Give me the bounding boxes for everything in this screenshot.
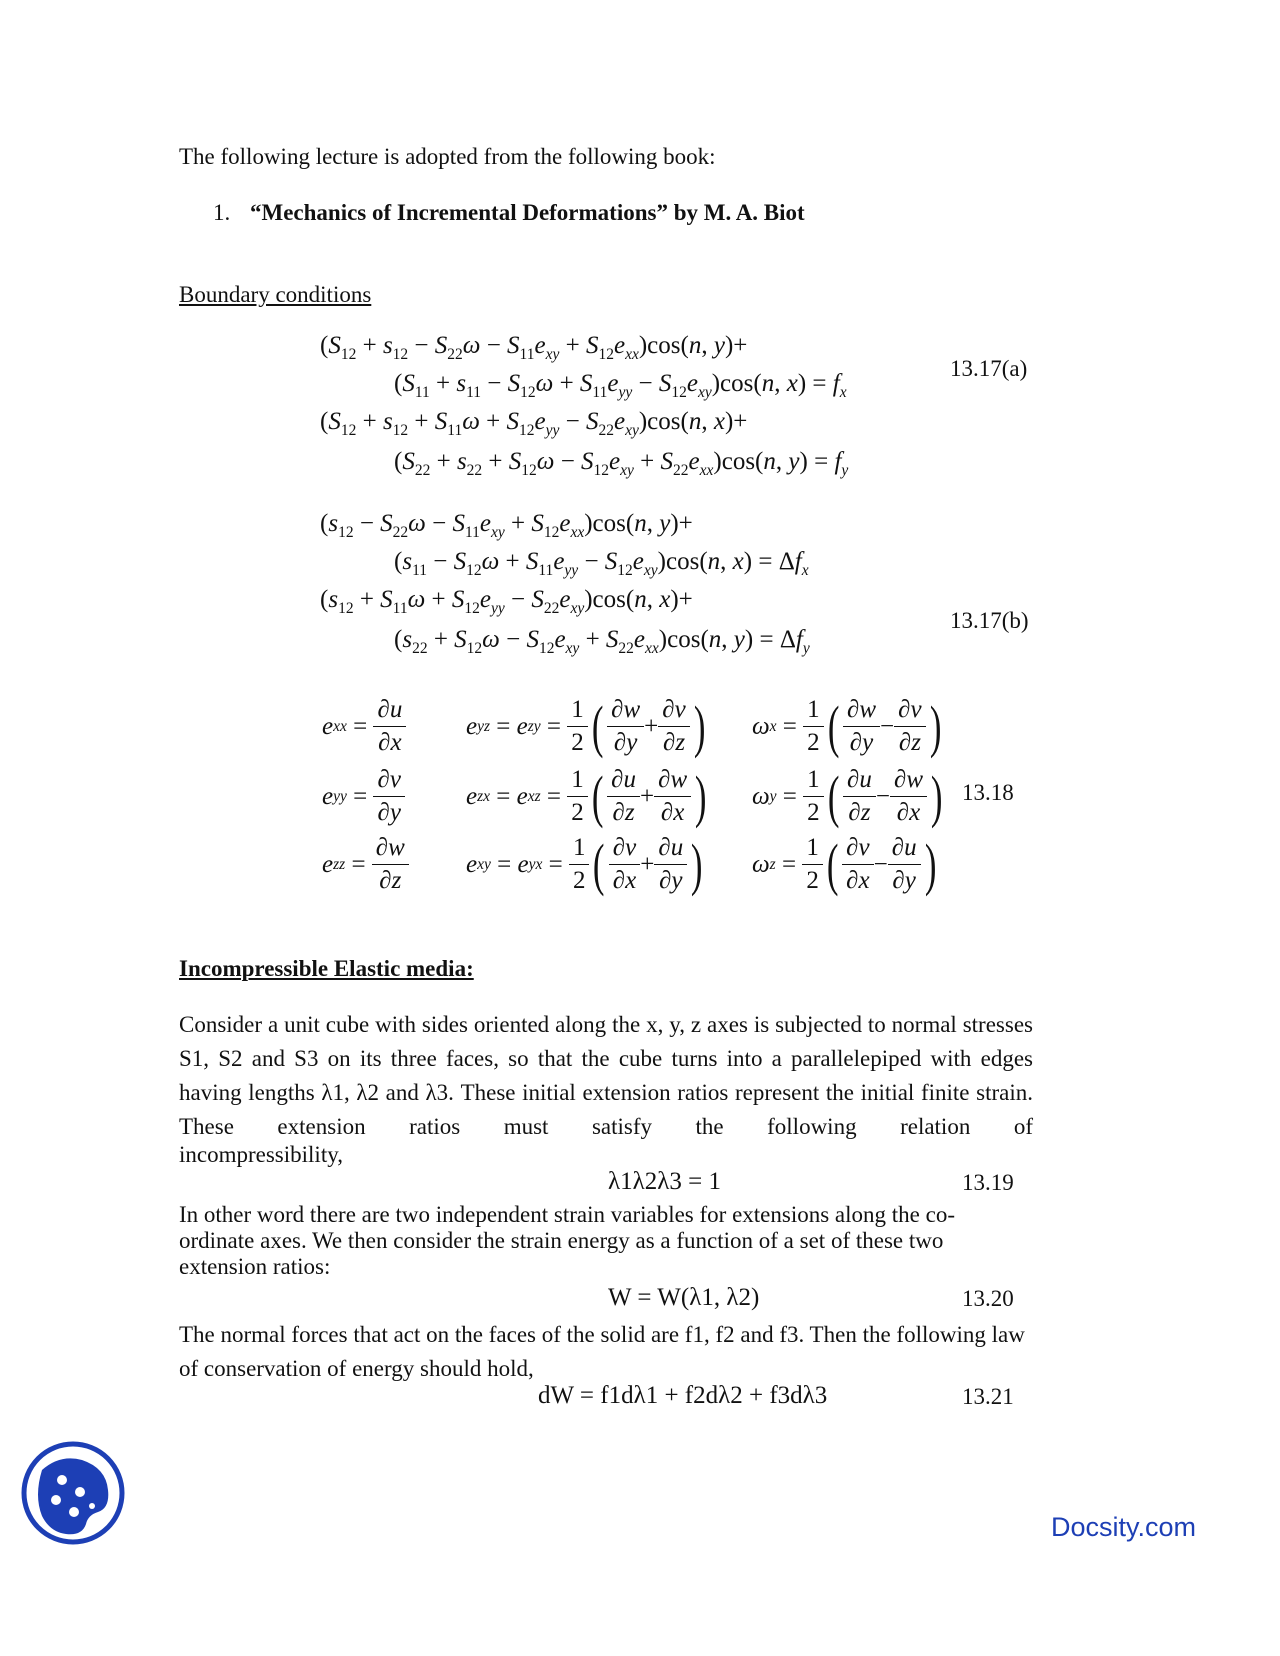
eq-17b-line4: $(s_{22} + S_{12}\omega - S_{12}e_{xy} + S_{22}e_{xx})\cos(n$, $y) = \Delta f_y$ bbox=[394, 626, 810, 657]
incompressible-paragraph-2: In other word there are two independent strain variables for extensions along the co-ordinate axes. We then consider the strain energy as a function of a set of these two extension ratios: bbox=[179, 1202, 955, 1279]
intro-sentence: The following lecture is adopted from the following book: bbox=[179, 144, 716, 169]
eq-17a-label: 13.17(a) bbox=[950, 356, 1028, 381]
eq-omega-y: ω y = $\frac{1}{2}$ ( $\frac{\partial u}{\partial z}$ − $\frac{\partial w}{\partial x}$ ) bbox=[752, 763, 943, 829]
eq-eyz: e yz = e zy = $\frac{1}{2}$ ( $\frac{\partial w}{\partial y}$ + $\frac{\partial v}{\partial z}$ ) bbox=[466, 693, 706, 759]
eq-20: W = W(λ1, λ2) bbox=[608, 1284, 760, 1311]
docsity-logo-icon bbox=[20, 1440, 126, 1546]
eq-exy: e xy = e yx = $\frac{1}{2}$ ( $\frac{\partial v}{\partial x}$ + $\frac{\partial u}{\partial y}$ ) bbox=[466, 831, 703, 897]
eq-ezz: e zz = $\frac{\partial w}{\partial z}$ bbox=[322, 832, 409, 897]
reference-item bbox=[213, 196, 805, 230]
docsity-logo-svg bbox=[20, 1440, 126, 1546]
eq-19-label: 13.19 bbox=[962, 1170, 1014, 1195]
eq-17a-line4: $(S_{22} + s_{22} + S_{12}\omega - S_{12}e_{xy} + S_{22}e_{xx})\cos(n$, $y) = f_y$ bbox=[394, 448, 849, 479]
eq-20-label: 13.20 bbox=[962, 1286, 1014, 1311]
incompressible-paragraph-1-end: incompressibility, bbox=[179, 1142, 343, 1167]
incompressible-paragraph-1: Consider a unit cube with sides oriented along the x, y, z axes is subjected to normal stresses S1, S2 and S3 on its three faces, so that the cube turns into a parallelepiped with edges having lengths λ1, λ2 and λ3. These initial extension ratios represent the initial finite strain. These extension ratios must satisfy the following relation of bbox=[179, 1012, 1033, 1139]
eq-omega-x: ω x = $\frac{1}{2}$ ( $\frac{\partial w}{\partial y}$ − $\frac{\partial v}{\partial z}$ ) bbox=[752, 693, 942, 759]
incompressible-heading: Incompressible Elastic media: bbox=[179, 956, 474, 981]
boundary-heading: Boundary conditions bbox=[179, 282, 372, 307]
eq-ezx: e zx = e xz = $\frac{1}{2}$ ( $\frac{\partial u}{\partial z}$ + $\frac{\partial w}{\partial x}$ ) bbox=[466, 763, 707, 829]
eq-17b-label: 13.17(b) bbox=[950, 608, 1029, 633]
eq-17b-line2: $(s_{11} - S_{12}\omega + S_{11}e_{yy} - S_{12}e_{xy})\cos(n$, $x) = \Delta f_x$ bbox=[394, 548, 809, 579]
eq-19: λ1λ2λ3 = 1 bbox=[608, 1168, 721, 1195]
eq-17b-line3: $(s_{12} + S_{11}\omega + S_{12}e_{yy} - S_{22}e_{xy})\cos(n$, x)+ bbox=[320, 586, 693, 617]
eq-17b-line1: $(s_{12} - S_{22}\omega - S_{11}e_{xy} + S_{12}e_{xx})\cos(n$, y)+ bbox=[320, 510, 693, 541]
eq-17a-line3: $(S_{12} + s_{12} + S_{11}\omega + S_{12}e_{yy} - S_{22}e_{xy})\cos(n$, x)+ bbox=[320, 408, 748, 439]
eq-exx: e xx = $\frac{\partial u}{\partial x}$ bbox=[322, 694, 406, 759]
eq-21-label: 13.21 bbox=[962, 1384, 1014, 1409]
reference-title: “Mechanics of Incremental Deformations” by M. A. Biot bbox=[250, 200, 805, 225]
eq-17a-line1: $(S_{12} + s_{12} - S_{22}\omega - S_{11}e_{xy} + S_{12}e_{xx})\cos(n$, y)+ bbox=[320, 332, 748, 363]
eq-21: dW = f1dλ1 + f2dλ2 + f3dλ3 bbox=[538, 1382, 828, 1409]
eq-18-label: 13.18 bbox=[962, 780, 1014, 805]
eq-17a-line2: $(S_{11} + s_{11} - S_{12}\omega + S_{11}e_{yy} - S_{12}e_{xy})\cos(n$, $x) = f_x$ bbox=[394, 370, 847, 401]
eq-eyy: e yy = $\frac{\partial v}{\partial y}$ bbox=[322, 764, 405, 829]
reference-number: 1. bbox=[213, 200, 231, 225]
brand-link[interactable]: Docsity.com bbox=[1050, 1512, 1196, 1542]
eq-omega-z: ω z = $\frac{1}{2}$ ( $\frac{\partial v}{\partial x}$ − $\frac{\partial u}{\partial y}$ ) bbox=[752, 831, 937, 897]
incompressible-paragraph-3: The normal forces that act on the faces of the solid are f1, f2 and f3. Then the following law of conservation of energy should hold, bbox=[179, 1322, 1025, 1381]
